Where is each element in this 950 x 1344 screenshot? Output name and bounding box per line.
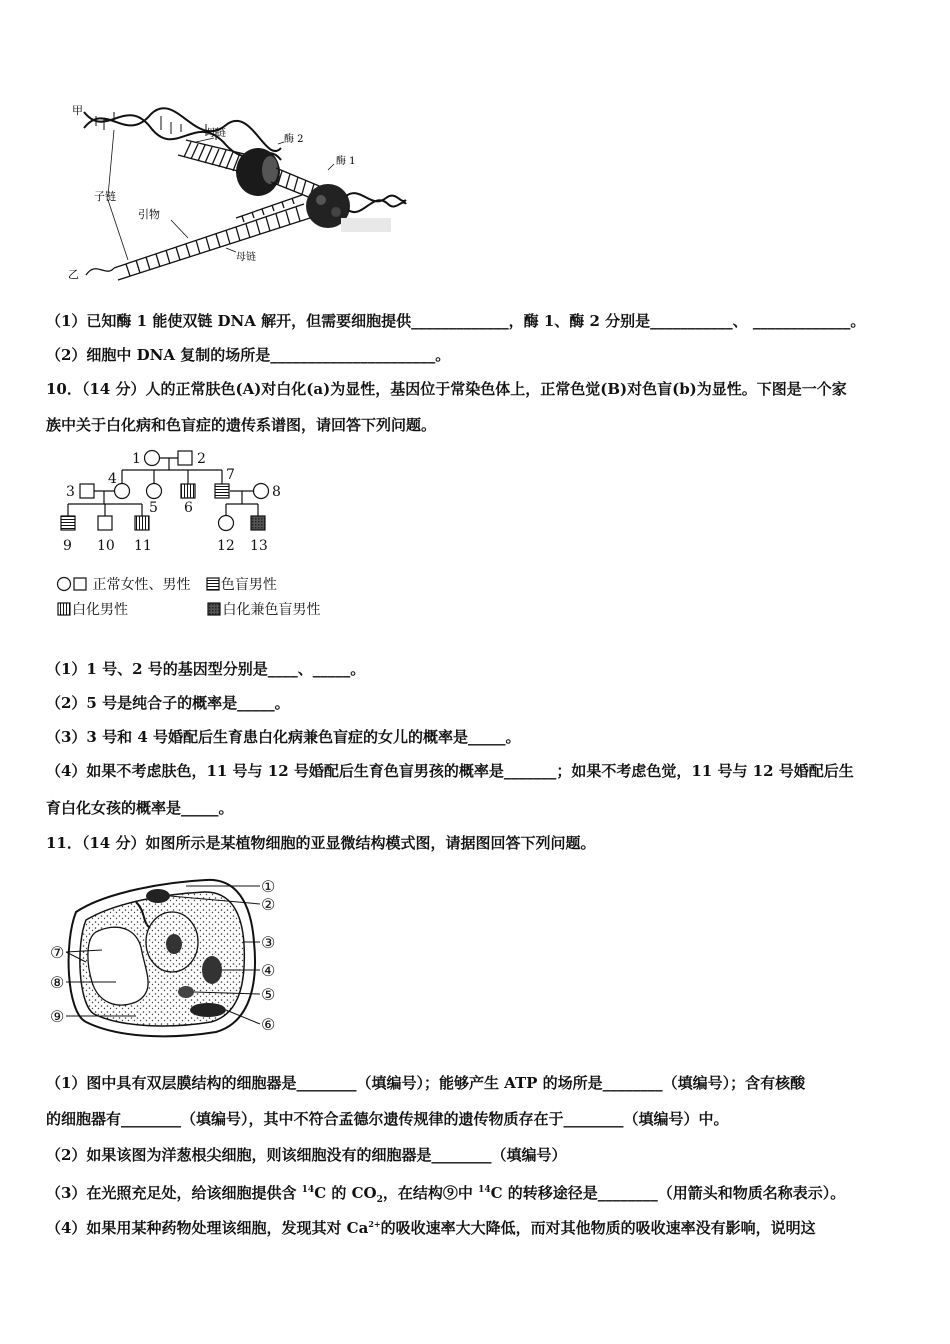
pedigree-13 [251, 516, 265, 530]
pedigree-3 [80, 484, 94, 498]
q11-p3-pre: （3）在光照充足处，给该细胞提供含 [46, 1184, 302, 1202]
label-mu-lian-top: 母链 [206, 128, 226, 139]
pedigree-num-2: 2 [197, 451, 206, 467]
q10-intro-line1 [46, 378, 847, 400]
pedigree-5 [147, 484, 162, 499]
pedigree-num-3: 3 [66, 484, 75, 500]
pedigree-num-9: 9 [63, 538, 72, 554]
q11-p3-mid2: ，在结构⑨中 [382, 1184, 479, 1202]
pedigree-num-11: 11 [134, 538, 152, 554]
q11-p4-sup: 2+ [368, 1219, 381, 1229]
q11-part4 [46, 1213, 816, 1239]
q10-part4-line2: 育白化女孩的概率是_____。 [46, 799, 234, 817]
cell-label-1: ① [261, 877, 276, 896]
pedigree-2 [178, 451, 192, 465]
label-mei2: 酶 2 [284, 134, 304, 145]
q11-p4-post: 的吸收速率大大降低，而对其他物质的吸收速率没有影响，说明这 [380, 1219, 816, 1237]
pedigree-num-4: 4 [108, 471, 117, 487]
pedigree-11 [135, 516, 149, 530]
legend-normal-label: 正常女性、男性 [92, 577, 191, 593]
q10-part4-line1: （4）如果不考虑肤色，11 号与 12 号婚配后生育色盲男孩的概率是_______；如果不考虑色觉，11 号与 12 号婚配后生 [46, 762, 854, 780]
q10-part2: （2）5 号是纯合子的概率是_____。 [46, 694, 290, 712]
label-yin-wu: 引物 [138, 208, 160, 221]
pedigree-12 [219, 516, 234, 531]
cell-label-2: ② [261, 895, 276, 914]
pedigree-7 [215, 484, 229, 498]
plant-cell-diagram [46, 872, 286, 1042]
legend-colorblind-label: 色盲男性 [220, 577, 277, 593]
label-zi-lian: 子链 [94, 190, 116, 203]
pedigree-9 [61, 516, 75, 530]
q10-intro-line2: 族中关于白化病和色盲症的遗传系谱图，请回答下列问题。 [46, 416, 437, 434]
pedigree-1 [145, 451, 160, 466]
cell-label-9: ⑨ [50, 1007, 65, 1026]
cell-label-6: ⑥ [261, 1015, 276, 1034]
pedigree-num-5: 5 [149, 500, 158, 516]
legend-albino-icon [56, 601, 72, 617]
pedigree-num-1: 1 [132, 451, 141, 467]
q11-part1-line2: 的细胞器有________（填编号），其中不符合孟德尔遗传规律的遗传物质存在于________（填编号）中。 [46, 1110, 729, 1128]
q11-part2: （2）如果该图为洋葱根尖细胞，则该细胞没有的细胞器是________（填编号） [46, 1146, 567, 1164]
q10-part3: （3）3 号和 4 号婚配后生育患白化病兼色盲症的女儿的概率是_____。 [46, 728, 521, 746]
pedigree-8 [254, 484, 269, 499]
cell-label-7: ⑦ [50, 943, 65, 962]
pedigree-chart [60, 446, 300, 556]
q11-p3-sup2: 14 [478, 1185, 491, 1195]
pedigree-num-13: 13 [250, 538, 268, 554]
legend-colorblind-icon [205, 576, 221, 592]
cell-label-5: ⑤ [261, 985, 276, 1004]
q11-p3-sub: 2 [376, 1195, 383, 1205]
chloroplast [146, 889, 170, 903]
q11-p3-post: C 的转移途径是________（用箭头和物质名称表示）。 [490, 1184, 846, 1202]
label-mei1: 酶 1 [336, 156, 356, 167]
pedigree-6 [181, 484, 195, 498]
q11-intro: 11．（14 分）如图所示是某植物细胞的亚显微结构模式图，请据图回答下列问题。 [46, 834, 596, 852]
legend-row1 [56, 574, 277, 594]
cell-label-4: ④ [261, 961, 276, 980]
q11-p3-sup1: 14 [301, 1185, 315, 1195]
label-jia: 甲 [72, 104, 83, 117]
pedigree-num-8: 8 [272, 484, 281, 500]
q11-part3 [46, 1179, 845, 1211]
q9-part2: （2）细胞中 DNA 复制的场所是______________________。 [46, 346, 451, 364]
legend-normal-male-icon [72, 576, 88, 592]
pedigree-num-10: 10 [97, 538, 115, 554]
cell-label-8: ⑧ [50, 973, 65, 992]
pedigree-num-6: 6 [184, 500, 193, 516]
label-yi: 乙 [68, 268, 79, 281]
legend-albino-label: 白化男性 [72, 602, 128, 618]
dna-replication-figure [66, 100, 411, 285]
pedigree-10 [98, 516, 112, 530]
legend-normal-female-icon [56, 576, 72, 592]
legend-row2 [56, 599, 320, 619]
q10-part1: （1）1 号、2 号的基因型分别是____、_____。 [46, 660, 366, 678]
pedigree-num-12: 12 [217, 538, 235, 554]
q11-part1-line1: （1）图中具有双层膜结构的细胞器是________（填编号）；能够产生 ATP 的场所是________（填编号）；含有核酸 [46, 1074, 806, 1092]
q10-intro-text1: 10．（14 分）人的正常肤色(A)对白化(a)为显性，基因位于常染色体上，正常色觉(B)对色盲(b)为显性。下图是一个家 [46, 380, 847, 398]
q11-p4-pre: （4）如果用某种药物处理该细胞，发现其对 Ca [46, 1219, 369, 1237]
legend-both-icon [206, 601, 222, 617]
cell-label-3: ③ [261, 933, 276, 952]
mitochondrion [202, 956, 222, 984]
q9-part1: （1）已知酶 1 能使双链 DNA 解开，但需要细胞提供_____________，酶 1、酶 2 分别是___________、 _____________。 [46, 312, 866, 330]
organelle-6 [190, 1003, 226, 1017]
label-mu-lian-bottom: 母链 [236, 252, 256, 263]
legend-both-label: 白化兼色盲男性 [222, 602, 321, 618]
pedigree-num-7: 7 [226, 467, 235, 483]
q11-p3-mid1: C 的 CO [314, 1184, 377, 1202]
